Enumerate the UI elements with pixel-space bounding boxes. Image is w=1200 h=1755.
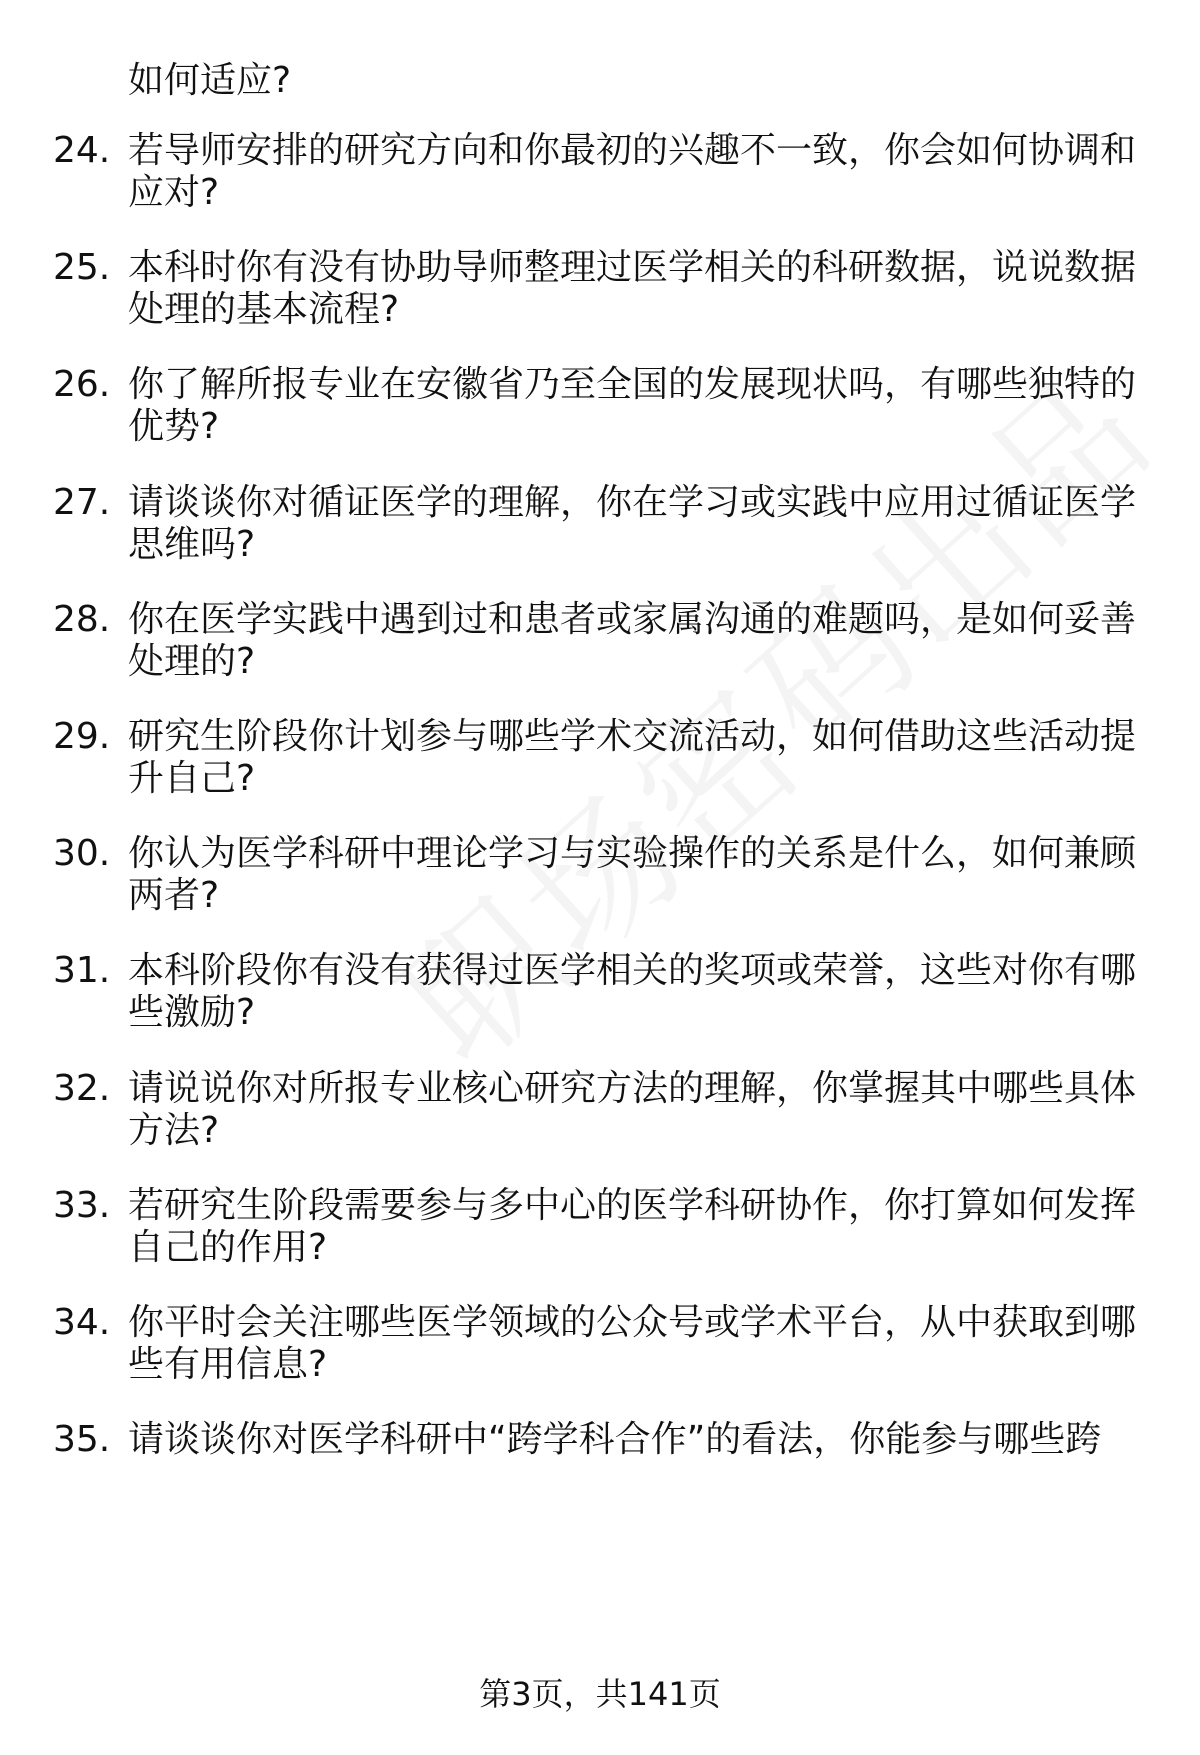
- question-text-line: 本科时你有没有协助导师整理过医学相关的科研数据，说说数据: [128, 247, 1137, 288]
- question-text-line: 优势?: [128, 406, 220, 447]
- question-text-line: 请说说你对所报专业核心研究方法的理解，你掌握其中哪些具体: [128, 1068, 1137, 1109]
- question-item: [0, 128, 1200, 228]
- question-text-line: 应对?: [128, 172, 220, 213]
- question-number: 29.: [53, 716, 111, 757]
- page-footer: 第3页，共141页: [479, 1675, 721, 1713]
- question-item: [0, 831, 1200, 931]
- question-text-line: 本科阶段你有没有获得过医学相关的奖项或荣誉，这些对你有哪: [128, 950, 1137, 991]
- question-item: [0, 1183, 1200, 1283]
- question-text-line: 些激励?: [128, 992, 256, 1033]
- question-text-line: 若导师安排的研究方向和你最初的兴趣不一致，你会如何协调和: [128, 130, 1137, 171]
- question-text-line: 处理的?: [128, 641, 256, 682]
- question-item: [0, 362, 1200, 462]
- question-text-line: 请谈谈你对循证医学的理解，你在学习或实践中应用过循证医学: [128, 482, 1137, 523]
- question-item: [0, 1300, 1200, 1400]
- question-number: 24.: [53, 130, 111, 171]
- question-number: 28.: [53, 599, 111, 640]
- question-text-line: 处理的基本流程?: [128, 289, 400, 330]
- question-number: 31.: [53, 950, 111, 991]
- question-item: [0, 480, 1200, 580]
- question-text-line: 若研究生阶段需要参与多中心的医学科研协作，你打算如何发挥: [128, 1185, 1137, 1226]
- question-text-line: 升自己?: [128, 758, 256, 799]
- question-text-line: 你了解所报专业在安徽省乃至全国的发展现状吗，有哪些独特的: [128, 364, 1137, 405]
- question-number: 33.: [53, 1185, 111, 1226]
- question-number: 27.: [53, 482, 111, 523]
- question-text-line: 你平时会关注哪些医学领域的公众号或学术平台，从中获取到哪: [128, 1302, 1137, 1343]
- question-text-line: 两者?: [128, 875, 220, 916]
- question-text-line: 你认为医学科研中理论学习与实验操作的关系是什么，如何兼顾: [128, 833, 1137, 874]
- question-number: 32.: [53, 1068, 111, 1109]
- question-item: [0, 1066, 1200, 1166]
- question-text-line: 些有用信息?: [128, 1344, 328, 1385]
- question-number: 30.: [53, 833, 111, 874]
- question-item: [0, 948, 1200, 1048]
- question-number: 34.: [53, 1302, 111, 1343]
- question-text-line: 研究生阶段你计划参与哪些学术交流活动，如何借助这些活动提: [128, 716, 1137, 757]
- question-text-line: 思维吗?: [128, 524, 256, 565]
- question-continuation: 如何适应?: [128, 60, 292, 101]
- question-text-line: 自己的作用?: [128, 1227, 328, 1268]
- question-text-line: 你在医学实践中遇到过和患者或家属沟通的难题吗，是如何妥善: [128, 599, 1137, 640]
- question-item: [0, 1417, 1200, 1517]
- question-number: 35.: [53, 1419, 111, 1460]
- question-number: 26.: [53, 364, 111, 405]
- question-text-line: 方法?: [128, 1110, 220, 1151]
- question-item: [0, 245, 1200, 345]
- question-number: 25.: [53, 247, 111, 288]
- question-text-line: 请谈谈你对医学科研中“跨学科合作”的看法，你能参与哪些跨: [128, 1419, 1102, 1460]
- question-item: [0, 597, 1200, 697]
- question-item: [0, 714, 1200, 814]
